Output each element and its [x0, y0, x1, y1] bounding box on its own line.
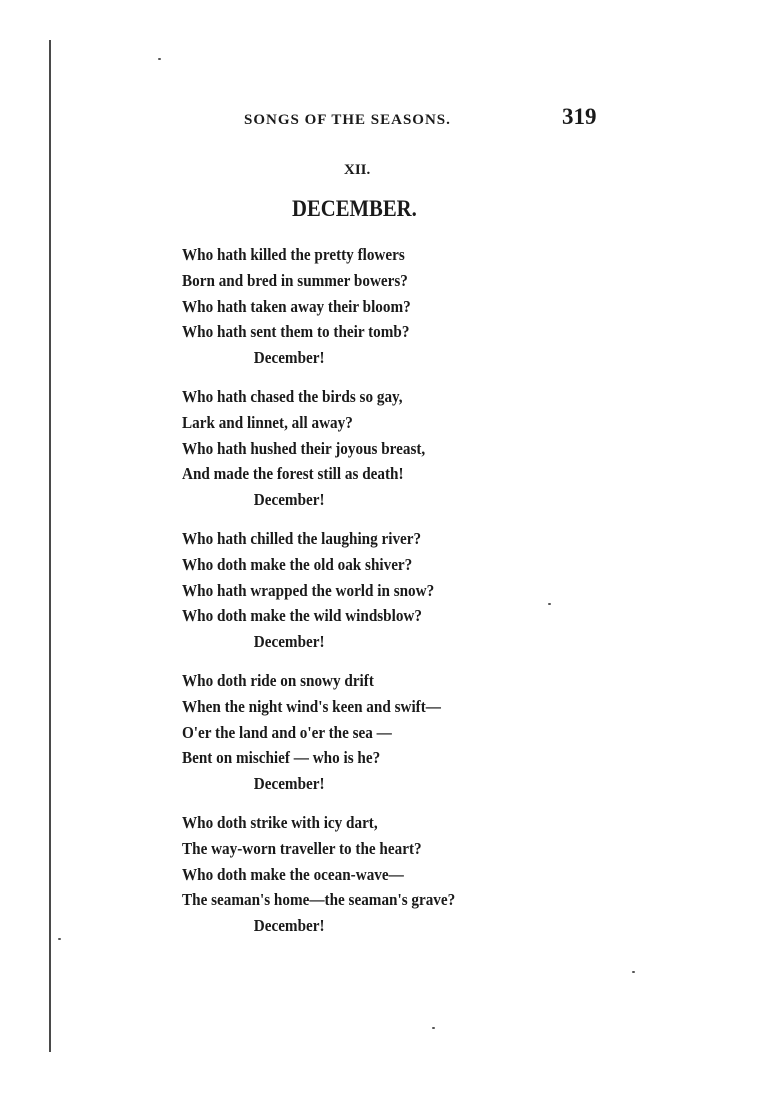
stanza: [182, 384, 542, 513]
page-gutter-edge: [49, 40, 51, 1052]
poem-refrain: December!: [253, 632, 325, 652]
poem-line: Who doth make the ocean-wave—: [182, 864, 404, 884]
poem-line: Who hath chilled the laughing river?: [182, 528, 422, 548]
print-speck: [58, 938, 61, 940]
poem-line: The way-worn traveller to the heart?: [182, 838, 422, 858]
print-speck: [548, 603, 551, 605]
page-number: 319: [562, 104, 597, 129]
poem-line: And made the forest still as death!: [182, 464, 404, 484]
poem-line: Born and bred in summer bowers?: [182, 270, 408, 290]
poem-line: O'er the land and o'er the sea —: [182, 722, 392, 742]
poem-line: Who hath killed the pretty flowers: [182, 245, 405, 264]
poem-refrain: December!: [253, 774, 325, 794]
poem-refrain: December!: [253, 490, 325, 510]
poem-line: Who doth strike with icy dart,: [182, 812, 378, 832]
poem-line: Who doth make the old oak shiver?: [182, 554, 413, 574]
print-speck: [158, 58, 161, 60]
poem-body: [182, 242, 542, 952]
stanza: [182, 242, 542, 371]
poem-line: Who hath chased the birds so gay,: [182, 386, 403, 406]
stanza: [182, 526, 542, 655]
poem-line: Who hath taken away their bloom?: [182, 296, 411, 316]
print-speck: [432, 1027, 435, 1029]
poem-line: Bent on mischief — who is he?: [182, 748, 381, 768]
poem-line: Who doth ride on snowy drift: [182, 670, 374, 690]
stanza: [182, 810, 542, 939]
poem-line: Who hath wrapped the world in snow?: [182, 580, 435, 600]
poem-line: Who hath hushed their joyous breast,: [182, 438, 426, 458]
poem-line: Lark and linnet, all away?: [182, 412, 353, 432]
running-head: SONGS OF THE SEASONS.: [244, 112, 451, 128]
poem-refrain: December!: [253, 916, 325, 936]
section-number: XII.: [344, 162, 371, 178]
poem-refrain: December!: [253, 348, 325, 368]
poem-line: Who doth make the wild windsblow?: [182, 606, 422, 626]
poem-line: When the night wind's keen and swift—: [182, 696, 441, 716]
poem-line: Who hath sent them to their tomb?: [182, 322, 410, 342]
stanza: [182, 668, 542, 797]
poem-title: DECEMBER.: [292, 196, 417, 221]
print-speck: [632, 971, 635, 973]
poem-line: The seaman's home—the seaman's grave?: [182, 890, 456, 910]
